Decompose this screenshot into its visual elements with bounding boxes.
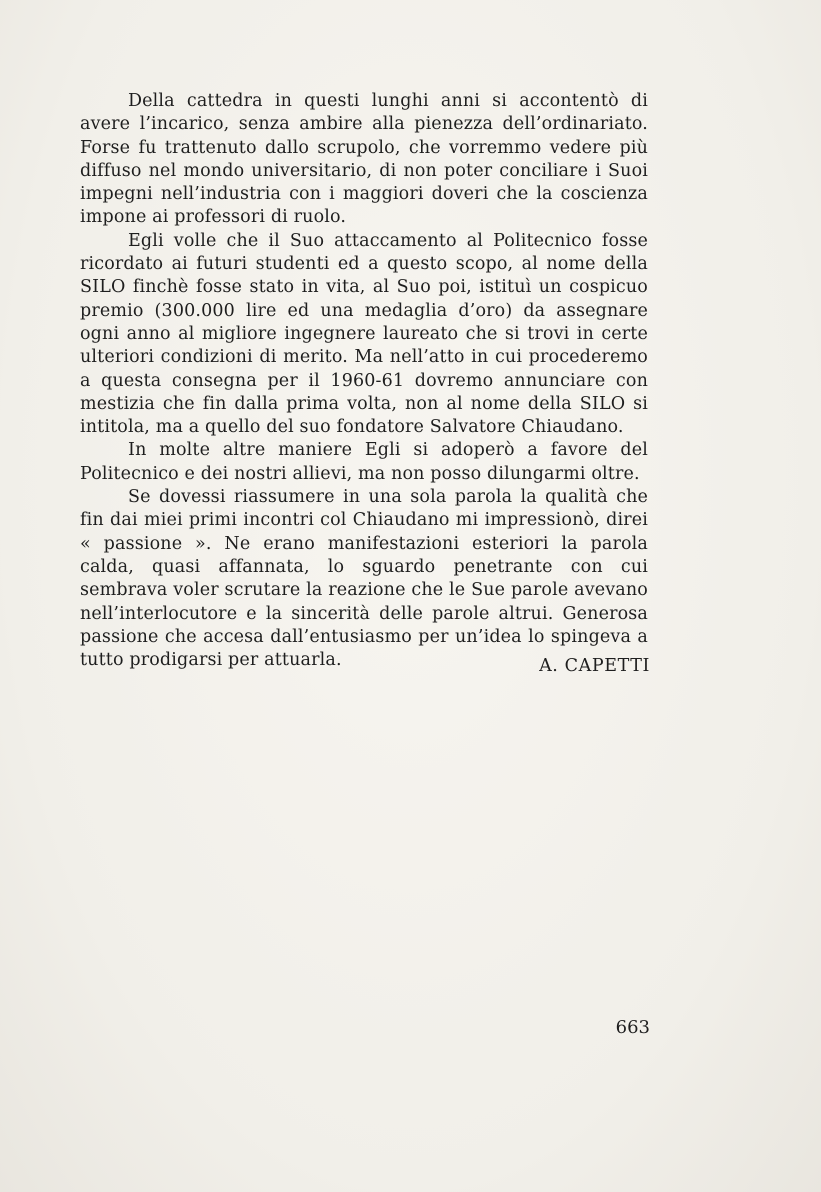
paragraph-2: Egli volle che il Suo attaccamento al Politecnico fosse ricordato ai futuri studenti ed a questo scopo, al nome della SILO finchè fosse stato in vita, al Suo poi, istituì un cospicuo premio (300.000 lire ed una medaglia d’oro) da assegnare ogni anno al migliore ingegnere laureato che si trovi in certe ulteriori condizioni di merito. Ma nell’atto in cui procederemo a questa consegna per il 1960-61 dovremo annunciare con mestizia che fin dalla prima volta, non al nome della SILO si intitola, ma a quello del suo fondatore Salvatore Chiaudano. [80,230,648,438]
paragraph-4: Se dovessi riassumere in una sola parola la qualità che fin dai miei primi incontri col Chiaudano mi impressionò, direi « passione ». Ne erano manifestazioni esteriori la parola calda, quasi affannata, lo sguardo penetrante con cui sembrava voler scrutare la reazione che le Sue parole avevano nell’interlocutore e la sincerità delle parole altrui. Generosa passione che accesa dall’entusiasmo per un’idea lo spingeva a tutto prodigarsi per attuarla. [80,487,648,671]
body-text [80,90,648,672]
page-number: 663 [615,1017,650,1038]
paragraph-1: Della cattedra in questi lunghi anni si accontentò di avere l’incarico, senza ambire alla pienezza dell’ordinariato. Forse fu trattenuto dallo scrupolo, che vorremmo vedere più diffuso nel mondo universitario, di non poter conciliare i Suoi impegni nell’industria con i maggiori doveri che la coscienza impone ai professori di ruolo. [80,91,648,228]
paragraph-3: In molte altre maniere Egli si adoperò a favore del Politecnico e dei nostri allievi, ma non posso dilungarmi oltre. [80,440,648,484]
author-signature: A. CAPETTI [539,656,650,676]
